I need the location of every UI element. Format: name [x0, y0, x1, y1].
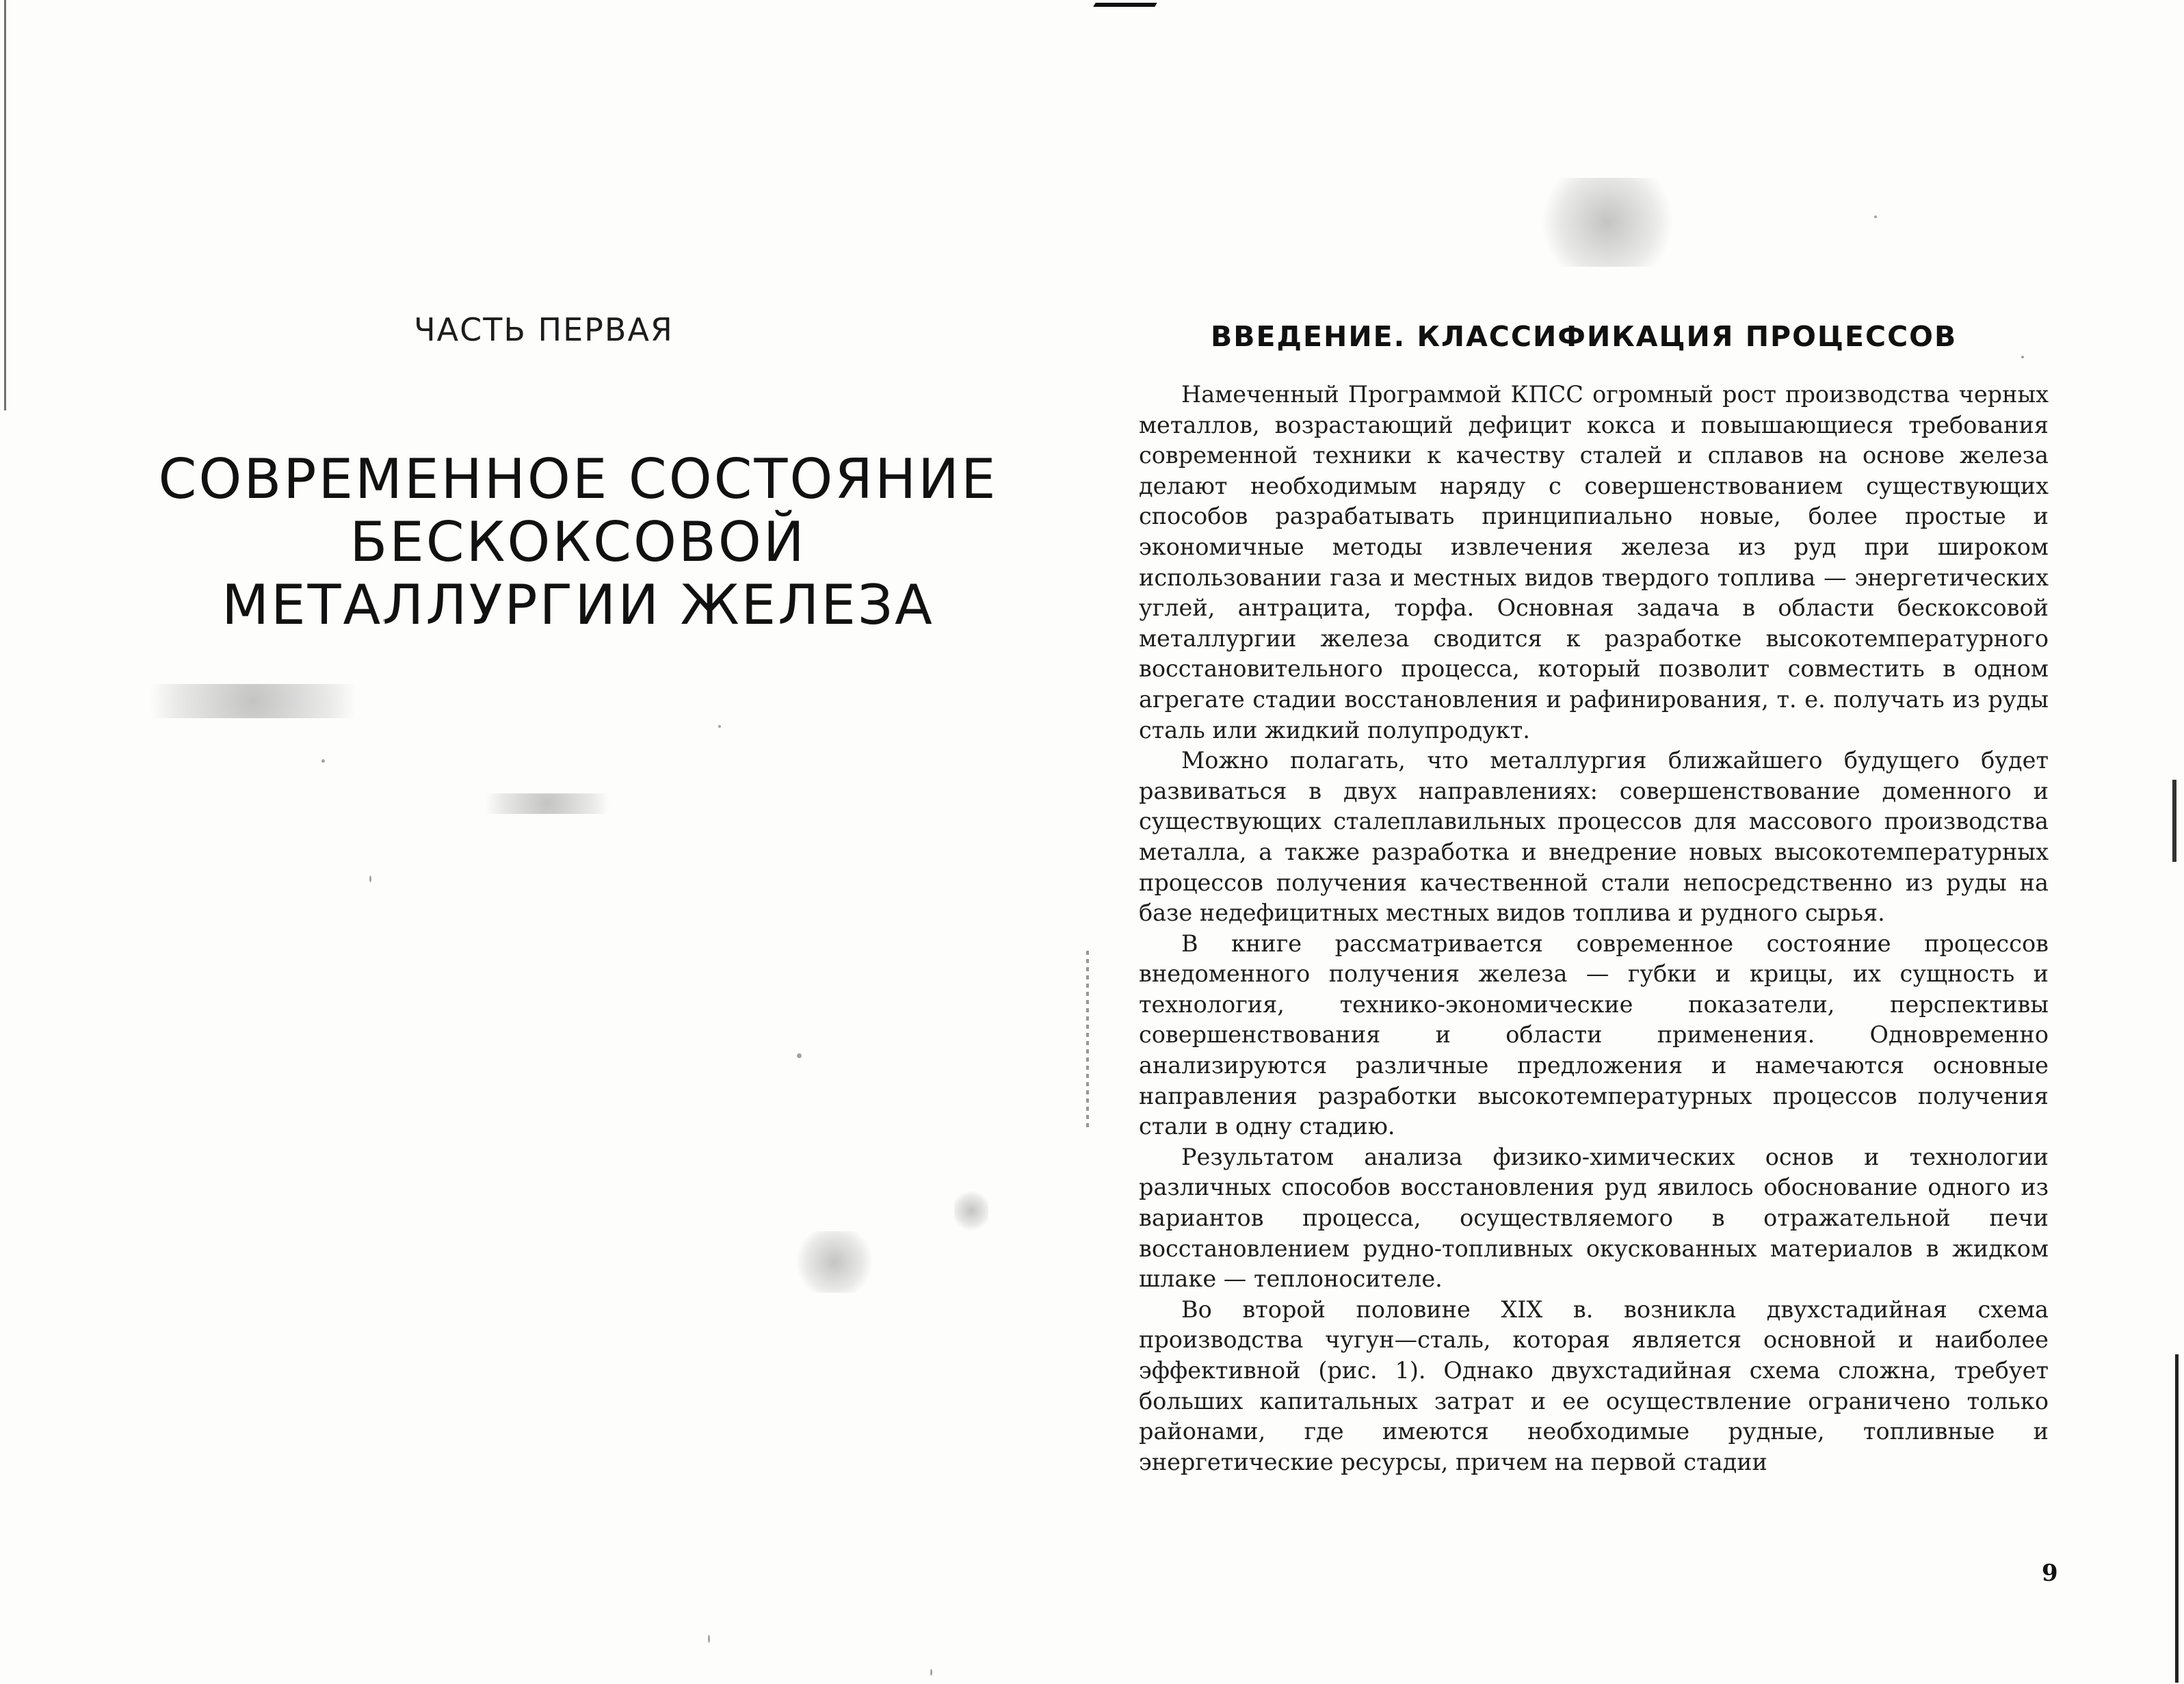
- scan-speck: [369, 876, 371, 882]
- section-heading: ВВЕДЕНИЕ. КЛАССИФИКАЦИЯ ПРОЦЕССОВ: [1211, 320, 1958, 353]
- paragraph: В книге рассматривается современное состояние процессов внедоменного получения железа — губки и крицы, их сущность и технология, технико-экономические показатели, перспективы совершенствования и области применения. Одновременно анализируются различные предложения и намечаются основные направления разработки высокотемпературных процессов получения стали в одну стадию.: [1139, 930, 2049, 1140]
- scan-speck: [797, 1053, 802, 1058]
- scan-smudge: [1532, 178, 1683, 267]
- paragraph: Намеченный Программой КПСС огромный рост производства черных металлов, возрастающий дефицит кокса и повышающиеся требования современной техники к качеству сталей и сплавов на основе железа делают необходимым наряду с совершенствованием существующих способов разрабатывать принципиально новые, более простые и экономичные методы извлечения железа из руд при широком использовании газа и местных видов твердого топлива — энергетических углей, антрацита, торфа. Основная задача в области бескоксовой металлургии железа сводится к разработке высокотемпературного восстановительного процесса, который позволит совместить в одном агрегате стадии восстановления и рафинирования, т. е. получать из руды сталь или жидкий полупродукт.: [1139, 381, 2049, 744]
- scan-edge-left: [4, 0, 6, 410]
- page-number: 9: [2042, 1560, 2058, 1587]
- scan-smudge: [116, 684, 390, 718]
- paragraph: Результатом анализа физико-химических основ и технологии различных способов восстановления руд явилось обоснование одного из вариантов процесса, осуществляемого в отражательной печи восстановлением рудно-топливных окускованных материалов в жидком шлаке — теплоносителе.: [1139, 1143, 2049, 1293]
- scan-speck: [930, 1669, 932, 1676]
- body-text: [1139, 380, 2049, 1477]
- scan-speck: [2021, 356, 2024, 358]
- book-title: [157, 448, 999, 637]
- scan-mark-top: [1093, 3, 1157, 7]
- paragraph: Во второй половине XIX в. возникла двухстадийная схема производства чугун—сталь, которая является основной и наиболее эффективной (рис. 1). Однако двухстадийная схема сложна, требует больших капитальных затрат и ее осуществление ограничено только районами, где имеются необходимые рудные, топливные и энергетические ресурсы, причем на первой стадии: [1139, 1295, 2049, 1475]
- book-title-line-1: СОВРЕМЕННОЕ СОСТОЯНИЕ: [158, 447, 998, 511]
- scan-speck: [718, 725, 721, 728]
- part-label: ЧАСТЬ ПЕРВАЯ: [414, 311, 674, 348]
- scan-smudge: [793, 1231, 876, 1293]
- left-page: [0, 0, 1088, 1684]
- scan-edge-right: [2175, 1354, 2179, 1683]
- scan-smudge: [465, 793, 629, 814]
- scan-edge-right-tick: [2172, 780, 2176, 862]
- book-title-line-2: БЕСКОКСОВОЙ: [350, 510, 806, 574]
- paragraph: Можно полагать, что металлургия ближайшего будущего будет развиваться в двух направлениях: совершенствование доменного и существующих сталеплавильных процессов для массового производства металла, а также разработка и внедрение новых высокотемпературных процессов получения качественной стали непосредственно из руды на базе недефицитных местных видов топлива и рудного сырья.: [1139, 747, 2049, 927]
- book-title-line-3: МЕТАЛЛУРГИИ ЖЕЛЕЗА: [222, 573, 934, 637]
- scan-speck: [1874, 215, 1877, 218]
- scan-speck: [321, 759, 325, 763]
- scan-smudge: [954, 1190, 988, 1231]
- scan-speck: [708, 1635, 710, 1643]
- book-gutter: [1086, 951, 1089, 1129]
